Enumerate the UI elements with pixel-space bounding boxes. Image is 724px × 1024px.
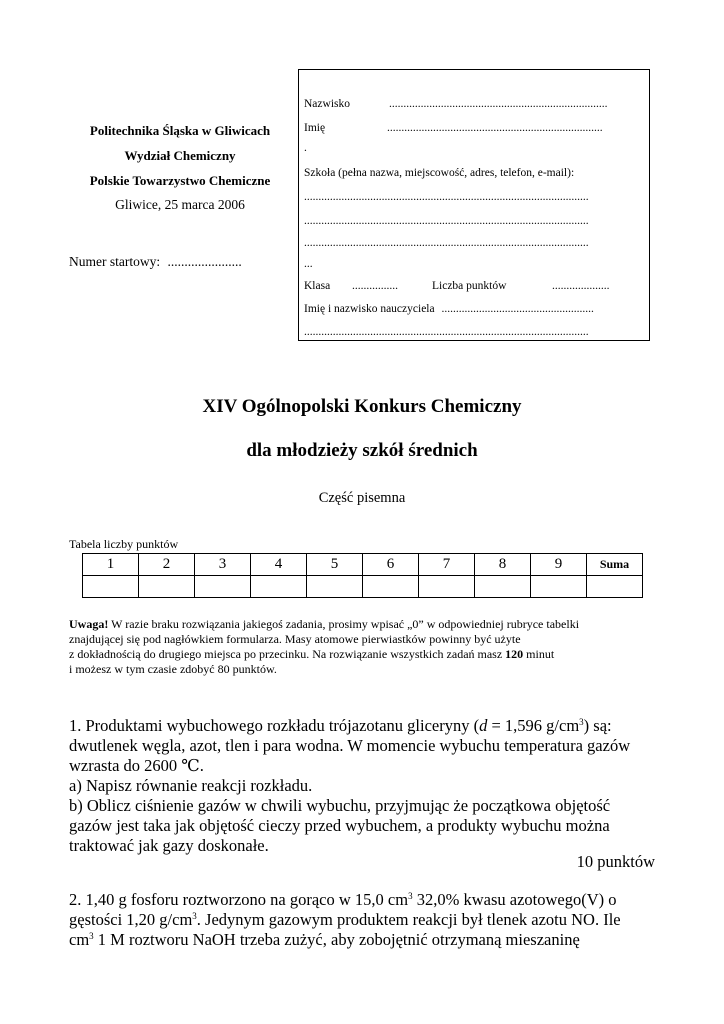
task-1-line-4: a) Napisz równanie reakcji rozkładu. <box>69 776 313 795</box>
institution-line-1: Politechnika Śląska w Gliwicach <box>89 123 271 138</box>
points-cell-9[interactable] <box>531 576 587 598</box>
stray-dot: . <box>304 142 307 154</box>
surname-row <box>304 98 608 110</box>
notice-paragraph <box>69 617 657 677</box>
school-field-line-1[interactable]: ................................................................................................... <box>304 191 589 203</box>
task-2-line-1 <box>69 890 669 910</box>
superscript: 3 <box>408 891 413 901</box>
points-table-header-row <box>83 554 643 576</box>
class-label: Klasa <box>304 280 331 292</box>
school-field-line-2[interactable]: ................................................................................................... <box>304 215 589 227</box>
task-1-text-1c: ) są: <box>583 716 612 735</box>
class-points-row <box>304 280 610 292</box>
school-label: Szkoła (pełna nazwa, miejscowość, adres, telefon, e-mail): <box>304 167 575 179</box>
points-table-entry-row <box>83 576 643 598</box>
date: Gliwice, 25 marca 2006 <box>115 197 245 212</box>
notice-text-3: z dokładnością do drugiego miejsca po przecinku. Na rozwiązanie wszystkich zadań masz <box>69 647 506 661</box>
points-header-8: 8 <box>475 554 531 576</box>
points-cell-7[interactable] <box>419 576 475 598</box>
teacher-label: Imię i nazwisko nauczyciela <box>304 303 435 315</box>
task-1-points: 10 punktów <box>576 852 655 871</box>
surname-field[interactable]: ............................................................................ <box>389 98 608 110</box>
points-cell-6[interactable] <box>363 576 419 598</box>
name-field[interactable]: ........................................................................... <box>387 122 603 134</box>
points-table <box>82 553 643 598</box>
task-2-text-1a: 2. 1,40 g fosforu roztworzono na gorąco w 15,0 cm <box>69 890 409 909</box>
task-1-line-7: traktować jak gazy doskonałe. <box>69 836 269 855</box>
part-title: Część pisemna <box>318 490 406 506</box>
points-header-9: 9 <box>531 554 587 576</box>
name-row <box>304 122 603 134</box>
start-number-field[interactable]: ...................... <box>167 254 242 269</box>
points-cell-5[interactable] <box>307 576 363 598</box>
task-1-line-2: dwutlenek węgla, azot, tlen i para wodna. W momencie wybuchu temperatura gazów <box>69 736 631 755</box>
task-2-text-3b: 1 M roztworu NaOH trzeba zużyć, aby zobojętnić otrzymaną mieszaninę <box>93 930 580 949</box>
task-2-text-2b: . Jedynym gazowym produktem reakcji był tlenek azotu NO. Ile <box>196 910 621 929</box>
points-cell-sum[interactable] <box>587 576 643 598</box>
notice-line-2: znajdującej się pod nagłówkiem formularza. Masy atomowe pierwiastków powinny być użyte <box>69 632 521 646</box>
points-header-4: 4 <box>251 554 307 576</box>
points-cell-4[interactable] <box>251 576 307 598</box>
surname-label: Nazwisko <box>304 98 350 110</box>
teacher-field[interactable]: ..................................................... <box>441 303 594 315</box>
points-header-1: 1 <box>83 554 139 576</box>
points-table-caption: Tabela liczby punktów <box>69 537 179 551</box>
superscript: 3 <box>579 717 584 727</box>
points-cell-1[interactable] <box>83 576 139 598</box>
points-cell-3[interactable] <box>195 576 251 598</box>
task-1-line-5: b) Oblicz ciśnienie gazów w chwili wybuchu, przyjmując że początkowa objętość <box>69 796 611 815</box>
points-header-2: 2 <box>139 554 195 576</box>
superscript: 3 <box>192 911 197 921</box>
notice-line-3 <box>69 647 657 662</box>
registration-form-box <box>298 69 650 341</box>
institution-line-2: Wydział Chemiczny <box>124 148 236 163</box>
task-2-line-3 <box>69 930 669 950</box>
notice-line-1 <box>69 617 657 632</box>
task-2-text-3a: cm <box>69 930 90 949</box>
task-1-line-6: gazów jest taka jak objętość cieczy przed wybuchem, a produkty wybuchu można <box>69 816 610 835</box>
points-header-3: 3 <box>195 554 251 576</box>
points-cell-2[interactable] <box>139 576 195 598</box>
notice-text-3-end: minut <box>523 647 555 661</box>
task-2 <box>69 890 669 950</box>
points-label: Liczba punktów <box>432 280 507 292</box>
points-header-7: 7 <box>419 554 475 576</box>
teacher-field-line-2[interactable]: ................................................................................................... <box>304 326 589 338</box>
points-field[interactable]: .................... <box>552 280 610 292</box>
start-number-label: Numer startowy: <box>69 254 161 269</box>
task-1-line-1 <box>69 716 669 736</box>
points-header-5: 5 <box>307 554 363 576</box>
superscript: 3 <box>89 931 94 941</box>
start-number <box>69 254 242 270</box>
name-label: Imię <box>304 122 326 134</box>
institution-line-3: Polskie Towarzystwo Chemiczne <box>89 173 271 188</box>
task-2-text-1b: 32,0% kwasu azotowego(V) o <box>412 890 617 909</box>
notice-line-4: i możesz w tym czasie zdobyć 80 punktów. <box>69 662 277 676</box>
points-header-sum: Suma <box>587 554 643 576</box>
points-cell-8[interactable] <box>475 576 531 598</box>
task-1-text-1b: = 1,596 g/cm <box>487 716 580 735</box>
task-2-line-2 <box>69 910 669 930</box>
task-1 <box>69 716 669 856</box>
density-symbol: d <box>479 716 488 735</box>
contest-title: XIV Ogólnopolski Konkurs Chemiczny <box>202 396 522 417</box>
contest-subtitle: dla młodzieży szkół średnich <box>246 440 478 461</box>
task-1-text-1a: 1. Produktami wybuchowego rozkładu trójazotanu gliceryny ( <box>69 716 480 735</box>
points-header-6: 6 <box>363 554 419 576</box>
task-2-text-2a: gęstości 1,20 g/cm <box>69 910 193 929</box>
class-field[interactable]: ................ <box>352 280 398 292</box>
task-1-line-3: wzrasta do 2600 ℃. <box>69 756 204 775</box>
school-field-line-4[interactable]: ... <box>304 258 313 270</box>
school-field-line-3[interactable]: ................................................................................................... <box>304 237 589 249</box>
notice-bold: Uwaga! <box>69 617 109 631</box>
notice-minutes: 120 <box>505 647 524 661</box>
teacher-row <box>304 303 594 315</box>
notice-text-1: W razie braku rozwiązania jakiegoś zadania, prosimy wpisać „0” w odpowiedniej rubryce tabelki <box>108 617 580 631</box>
